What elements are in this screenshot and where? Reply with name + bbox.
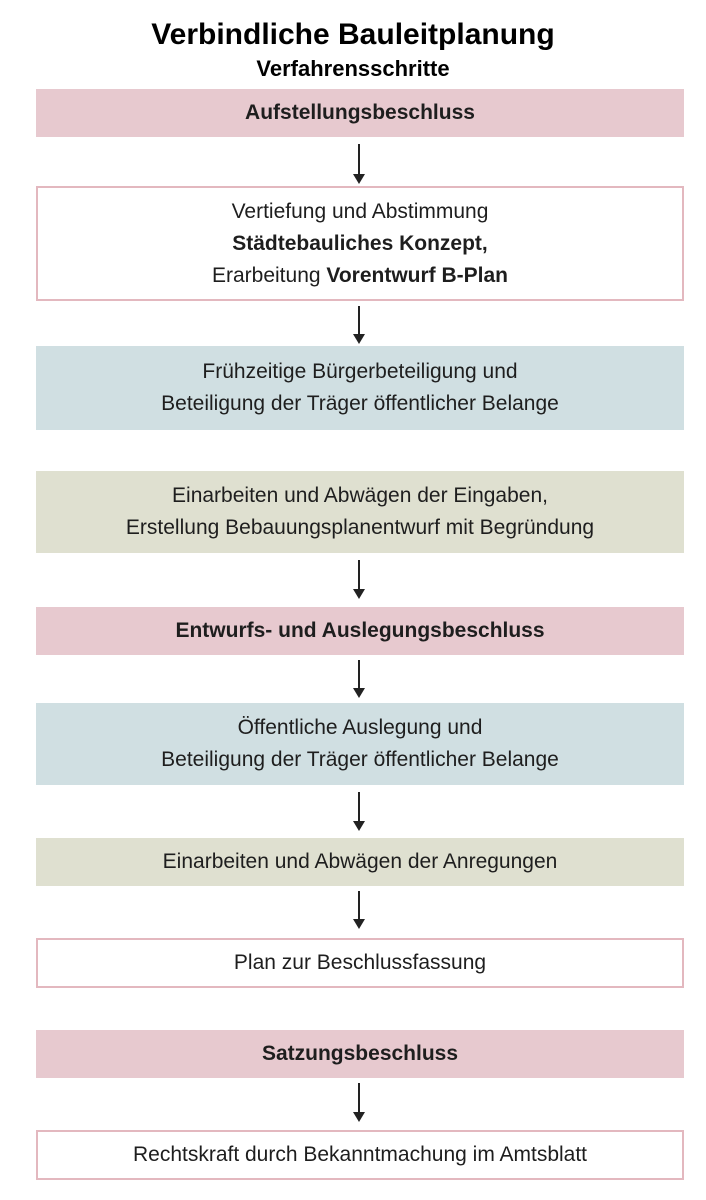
diagram-title: Verbindliche Bauleitplanung	[151, 18, 555, 51]
step-satzungsbeschluss	[36, 1030, 684, 1078]
step-label-line1: Frühzeitige Bürgerbeteiligung und	[202, 360, 518, 383]
step-label-line3-bold: Vorentwurf B-Plan	[326, 263, 509, 287]
step-label: Satzungsbeschluss	[261, 1042, 459, 1065]
diagram-subtitle: Verfahrensschritte	[256, 56, 450, 81]
step-plan-beschlussfassung	[36, 938, 684, 988]
step-label-line2: Erstellung Bebauungsplanentwurf mit Begründung	[125, 516, 595, 539]
step-label-line3	[212, 260, 508, 292]
step-label: Aufstellungsbeschluss	[245, 101, 475, 124]
step-label-line2: Beteiligung der Träger öffentlicher Belange	[161, 748, 559, 771]
step-auslegungsbeschluss	[36, 607, 684, 655]
step-einarbeiten-anregungen	[36, 838, 684, 886]
step-label-line1: Vertiefung und Abstimmung	[231, 199, 489, 223]
step-einarbeiten-eingaben	[36, 471, 684, 553]
step-fruehzeitige-beteiligung	[36, 346, 684, 430]
step-label-line1: Öffentliche Auslegung und	[237, 716, 483, 739]
step-vorentwurf	[36, 186, 684, 301]
step-label: Rechtskraft durch Bekanntmachung im Amtsblatt	[132, 1143, 588, 1166]
step-label-line2: Städtebauliches Konzept,	[232, 231, 488, 255]
step-label-line1: Einarbeiten und Abwägen der Eingaben,	[172, 484, 548, 507]
step-label-line3-prefix: Erarbeitung	[211, 263, 327, 287]
step-label: Einarbeiten und Abwägen der Anregungen	[162, 850, 558, 873]
step-label-line2: Beteiligung der Träger öffentlicher Belange	[161, 392, 559, 415]
step-label: Plan zur Beschlussfassung	[233, 951, 487, 974]
step-rechtskraft	[36, 1130, 684, 1180]
step-oeffentliche-auslegung	[36, 703, 684, 785]
step-aufstellungsbeschluss	[36, 89, 684, 137]
step-label: Entwurfs- und Auslegungsbeschluss	[175, 619, 545, 642]
